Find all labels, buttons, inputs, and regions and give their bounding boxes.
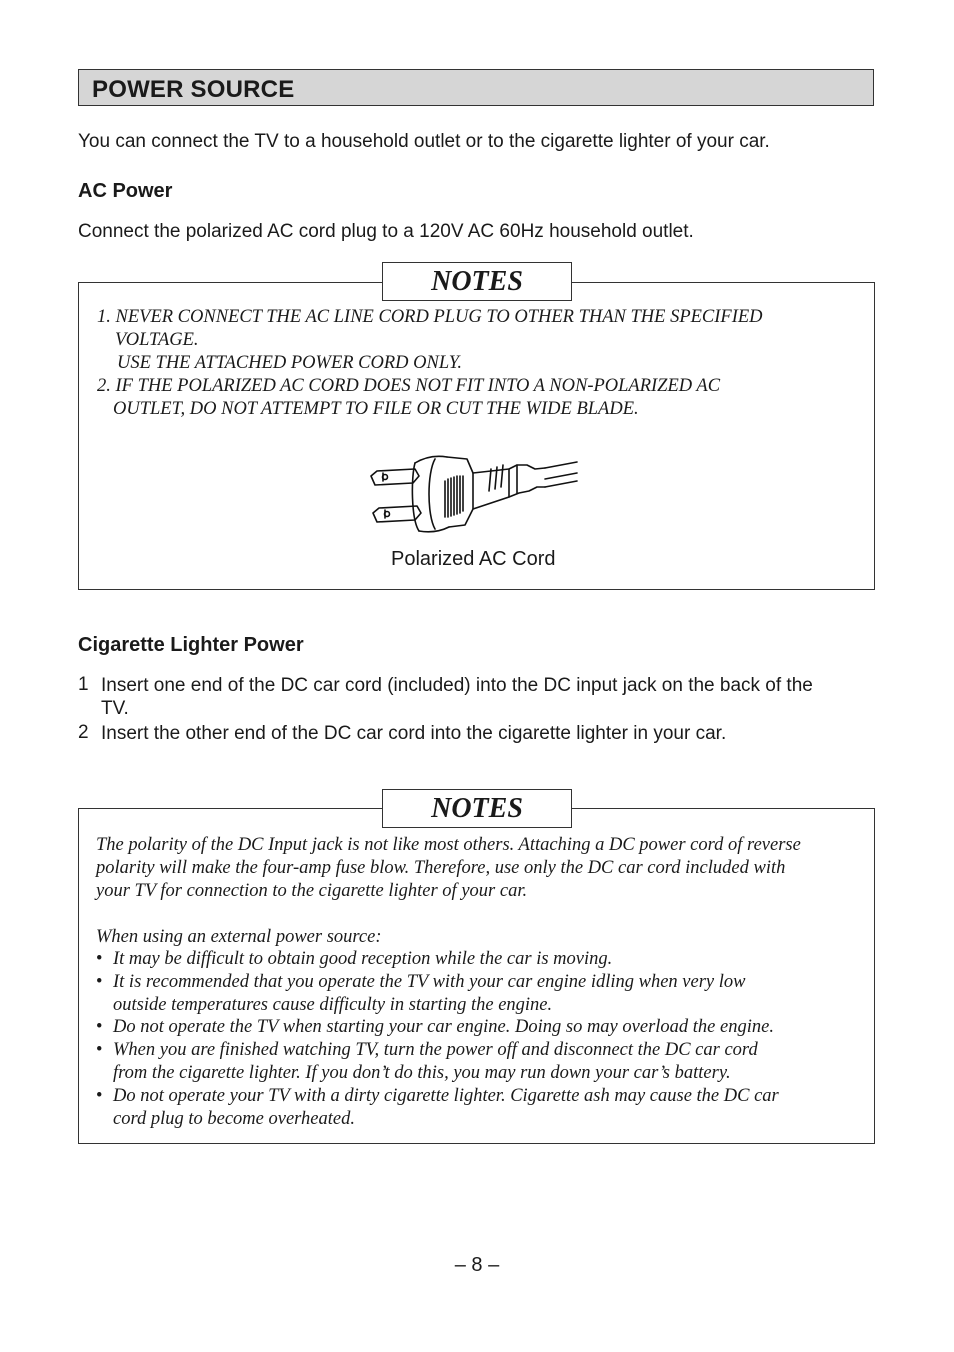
bullet-text: It may be difficult to obtain good reception while the car is moving. bbox=[113, 949, 613, 969]
page-number: – 8 – bbox=[454, 1254, 500, 1276]
note-lead: When using an external power source: bbox=[96, 927, 382, 947]
notes-box-ac bbox=[78, 282, 875, 590]
note-paragraph-line: polarity will make the four-amp fuse blow. Therefore, use only the DC car cord included with bbox=[96, 858, 786, 878]
bullet-text: cord plug to become overheated. bbox=[113, 1109, 355, 1129]
ac-power-heading: AC Power bbox=[78, 180, 173, 202]
list-number: 2 bbox=[78, 722, 89, 743]
bullet-text: outside temperatures cause difficulty in starting the engine. bbox=[113, 995, 553, 1015]
bullet-dot: • bbox=[96, 1086, 103, 1106]
note-paragraph-line: your TV for connection to the cigarette lighter of your car. bbox=[96, 881, 528, 901]
note-line: VOLTAGE. bbox=[115, 330, 199, 350]
notes-title: NOTES bbox=[382, 262, 572, 301]
cig-power-heading: Cigarette Lighter Power bbox=[78, 634, 304, 656]
list-number: 1 bbox=[78, 674, 89, 695]
note-line: 2. IF THE POLARIZED AC CORD DOES NOT FIT INTO A NON-POLARIZED AC bbox=[97, 376, 721, 396]
notes-title: NOTES bbox=[382, 789, 572, 828]
figure-caption: Polarized AC Cord bbox=[391, 548, 556, 570]
bullet-dot: • bbox=[96, 972, 103, 992]
bullet-dot: • bbox=[96, 1017, 103, 1037]
note-paragraph-line: The polarity of the DC Input jack is not like most others. Attaching a DC power cord of reverse bbox=[96, 835, 801, 855]
list-item-text: Insert the other end of the DC car cord into the cigarette lighter in your car. bbox=[101, 723, 727, 744]
section-title: POWER SOURCE bbox=[92, 76, 295, 103]
bullet-text: When you are finished watching TV, turn the power off and disconnect the DC car cord bbox=[113, 1040, 758, 1060]
note-line: USE THE ATTACHED POWER CORD ONLY. bbox=[117, 353, 462, 373]
note-line: 1. NEVER CONNECT THE AC LINE CORD PLUG TO OTHER THAN THE SPECIFIED bbox=[97, 307, 763, 327]
section-header bbox=[78, 69, 874, 106]
bullet-dot: • bbox=[96, 949, 103, 969]
list-item-text: TV. bbox=[101, 698, 129, 719]
bullet-text: Do not operate the TV when starting your car engine. Doing so may overload the engine. bbox=[113, 1017, 774, 1037]
polarized-plug-illustration bbox=[369, 443, 579, 538]
list-item-text: Insert one end of the DC car cord (included) into the DC input jack on the back of the bbox=[101, 675, 813, 696]
bullet-text: from the cigarette lighter. If you don’t do this, you may run down your car’s battery. bbox=[113, 1063, 731, 1083]
note-line: OUTLET, DO NOT ATTEMPT TO FILE OR CUT THE WIDE BLADE. bbox=[113, 399, 639, 419]
intro-text: You can connect the TV to a household outlet or to the cigarette lighter of your car. bbox=[78, 131, 770, 152]
bullet-text: It is recommended that you operate the TV with your car engine idling when very low bbox=[113, 972, 746, 992]
bullet-dot: • bbox=[96, 1040, 103, 1060]
bullet-text: Do not operate your TV with a dirty cigarette lighter. Cigarette ash may cause the DC car bbox=[113, 1086, 779, 1106]
ac-power-text: Connect the polarized AC cord plug to a 120V AC 60Hz household outlet. bbox=[78, 221, 694, 242]
